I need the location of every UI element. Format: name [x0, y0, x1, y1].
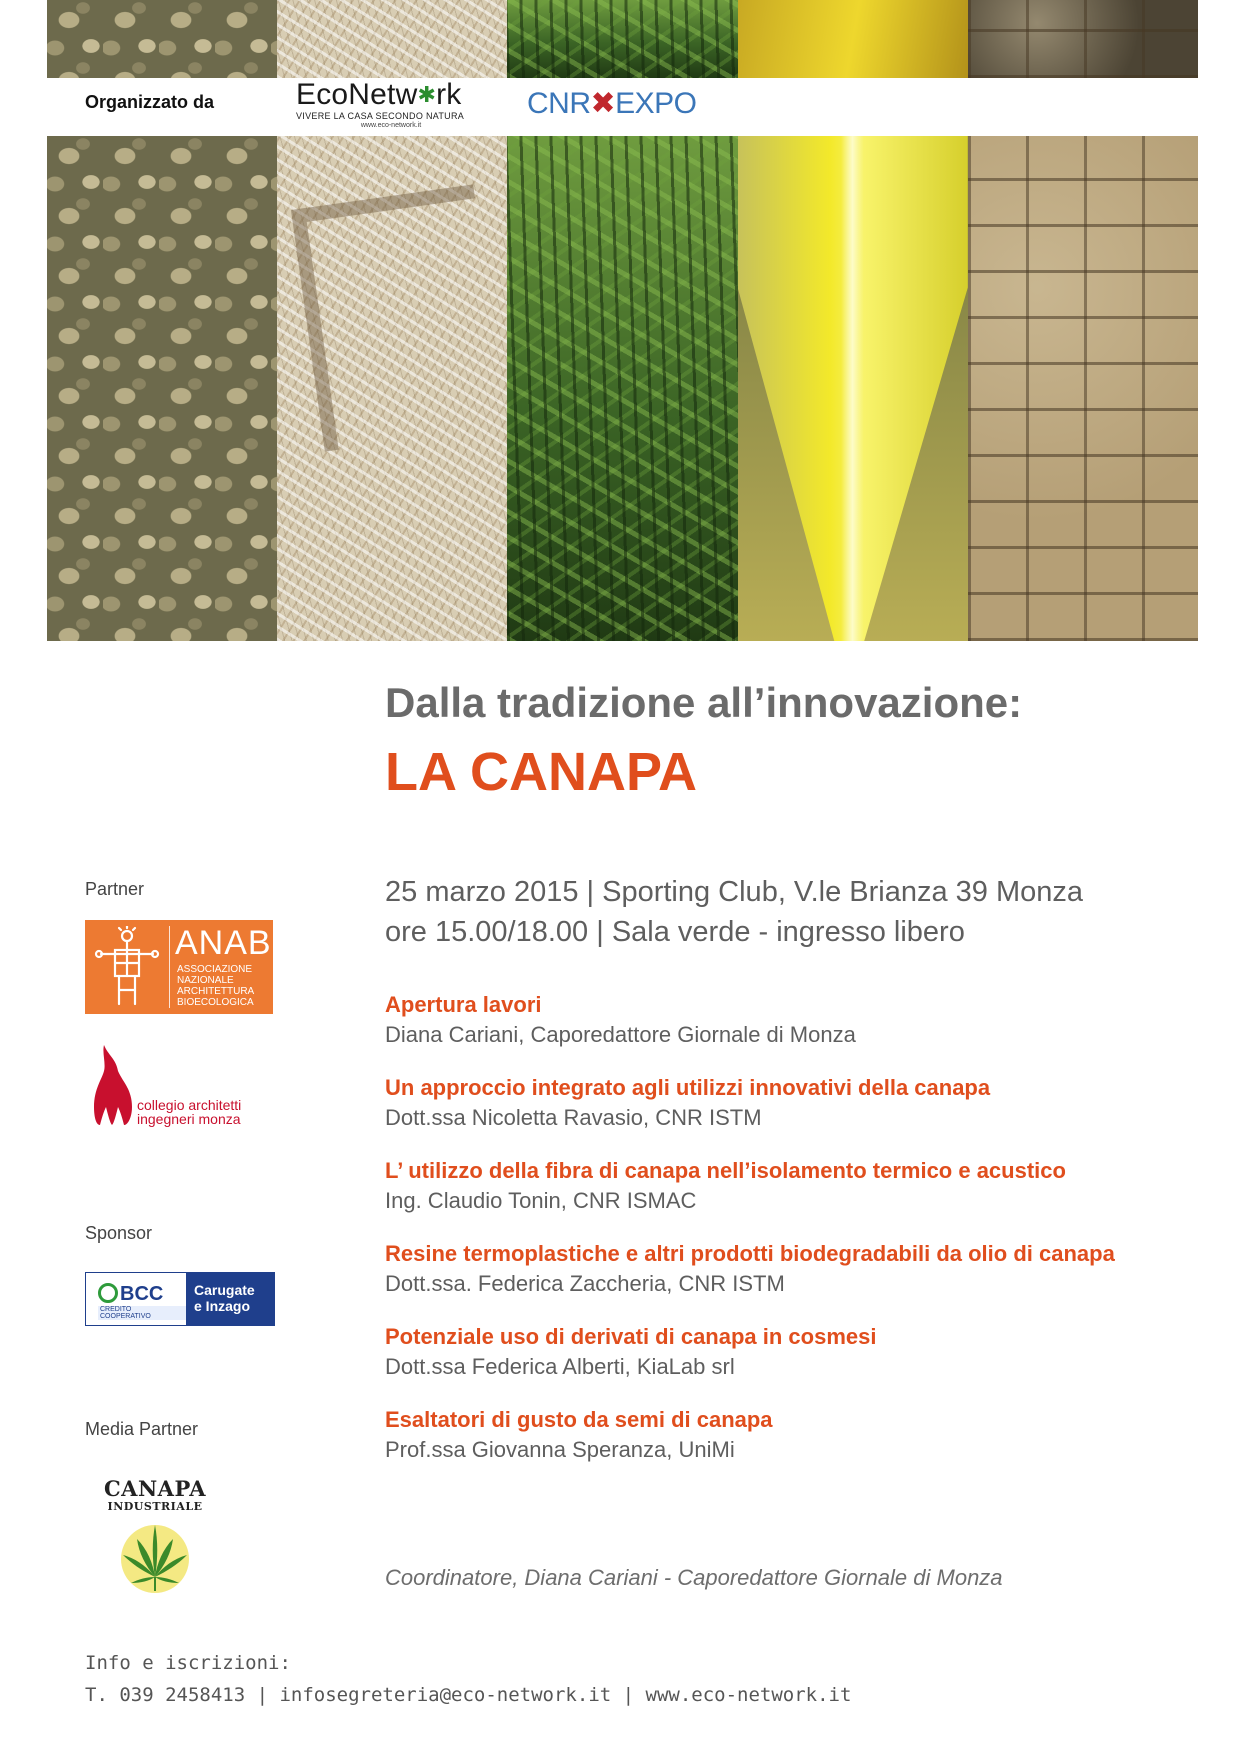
cross-icon: ✖ [590, 87, 616, 120]
talk-speaker: Diana Cariani, Caporedattore Giornale di Monza [385, 1022, 856, 1047]
hempcrete-bricks-image [968, 0, 1198, 78]
hemp-seeds-image [47, 136, 277, 641]
hemp-leaf-icon [115, 1519, 195, 1599]
hemp-oil-image [738, 136, 968, 641]
event-title: LA CANAPA [385, 742, 697, 802]
top-image-strip [47, 0, 1198, 78]
talk-title: L’ utilizzo della fibra di canapa nell’isolamento termico e acustico [385, 1158, 1066, 1183]
program-list [385, 990, 1175, 1488]
sponsor-label: Sponsor [85, 1223, 153, 1243]
footer-contacts [85, 1647, 851, 1711]
hempcrete-bricks-image [968, 136, 1198, 641]
list-item [385, 1405, 1175, 1465]
collegio-line1: collegio architetti [137, 1097, 242, 1113]
cnr-expo-logo: CNR✖EXPO [527, 87, 697, 120]
bcc-logo: BCC CREDITO COOPERATIVO Carugate e Inzago [85, 1272, 275, 1326]
talk-speaker: Dott.ssa Federica Alberti, KiaLab srl [385, 1354, 735, 1379]
econetwork-logo: EcoNetw✱rk VIVERE LA CASA SECONDO NATURA www.eco-network.it [296, 80, 486, 129]
coordinator-note: Coordinatore, Diana Cariani - Caporedattore Giornale di Monza [385, 1565, 1003, 1590]
hemp-plants-image [507, 0, 737, 78]
media-partner-label: Media Partner [85, 1419, 199, 1439]
econetwork-tagline: VIVERE LA CASA SECONDO NATURA [296, 111, 465, 121]
list-item [385, 990, 1175, 1050]
event-date-venue: 25 marzo 2015 | Sporting Club, V.le Brianza 39 Monza [385, 876, 1084, 908]
talk-speaker: Dott.ssa. Federica Zaccheria, CNR ISTM [385, 1271, 785, 1296]
collegio-flame-icon [92, 1045, 134, 1125]
bcc-ring-icon [98, 1283, 118, 1303]
organized-by-label: Organizzato da [85, 92, 215, 112]
hemp-seeds-image [47, 0, 277, 78]
list-item [385, 1322, 1175, 1382]
talk-title: Resine termoplastiche e altri prodotti biodegradabili da olio di canapa [385, 1241, 1115, 1266]
list-item [385, 1239, 1175, 1299]
talk-title: Apertura lavori [385, 992, 542, 1017]
event-subtitle: Dalla tradizione all’innovazione: [385, 679, 1023, 726]
collegio-line2: ingegneri monza [137, 1111, 241, 1127]
hemp-plants-image [507, 136, 737, 641]
talk-speaker: Prof.ssa Giovanna Speranza, UniMi [385, 1437, 735, 1462]
collegio-architetti-logo [92, 1045, 292, 1125]
canapa-industriale-logo: CANAPA INDUSTRIALE [90, 1478, 220, 1599]
main-image-strip [47, 136, 1198, 641]
talk-title: Potenziale uso di derivati di canapa in cosmesi [385, 1324, 877, 1349]
footer-contact-line: T. 039 2458413 | infosegreteria@eco-network.it | www.eco-network.it [85, 1684, 852, 1706]
anab-logo [85, 920, 273, 1014]
anab-full-name: ASSOCIAZIONE NAZIONALE ARCHITETTURA BIOECOLOGICA [177, 964, 255, 1008]
hemp-oil-image [738, 0, 968, 78]
anab-name: ANAB [175, 924, 272, 962]
anab-figure-icon [91, 926, 163, 1008]
event-details [385, 872, 1083, 952]
partner-label: Partner [85, 879, 145, 899]
talk-title: Esaltatori di gusto da semi di canapa [385, 1407, 773, 1432]
list-item [385, 1073, 1175, 1133]
event-time-room: ore 15.00/18.00 | Sala verde - ingresso libero [385, 916, 965, 948]
list-item [385, 1156, 1175, 1216]
green-star-icon: ✱ [417, 82, 437, 107]
talk-title: Un approccio integrato agli utilizzi innovativi della canapa [385, 1075, 991, 1100]
footer-label: Info e iscrizioni: [85, 1652, 291, 1674]
talk-speaker: Ing. Claudio Tonin, CNR ISMAC [385, 1188, 697, 1213]
hemp-chipboard-image [277, 136, 507, 641]
hemp-chipboard-image [277, 0, 507, 78]
econetwork-url: www.eco-network.it [360, 122, 422, 129]
talk-speaker: Dott.ssa Nicoletta Ravasio, CNR ISTM [385, 1105, 762, 1130]
